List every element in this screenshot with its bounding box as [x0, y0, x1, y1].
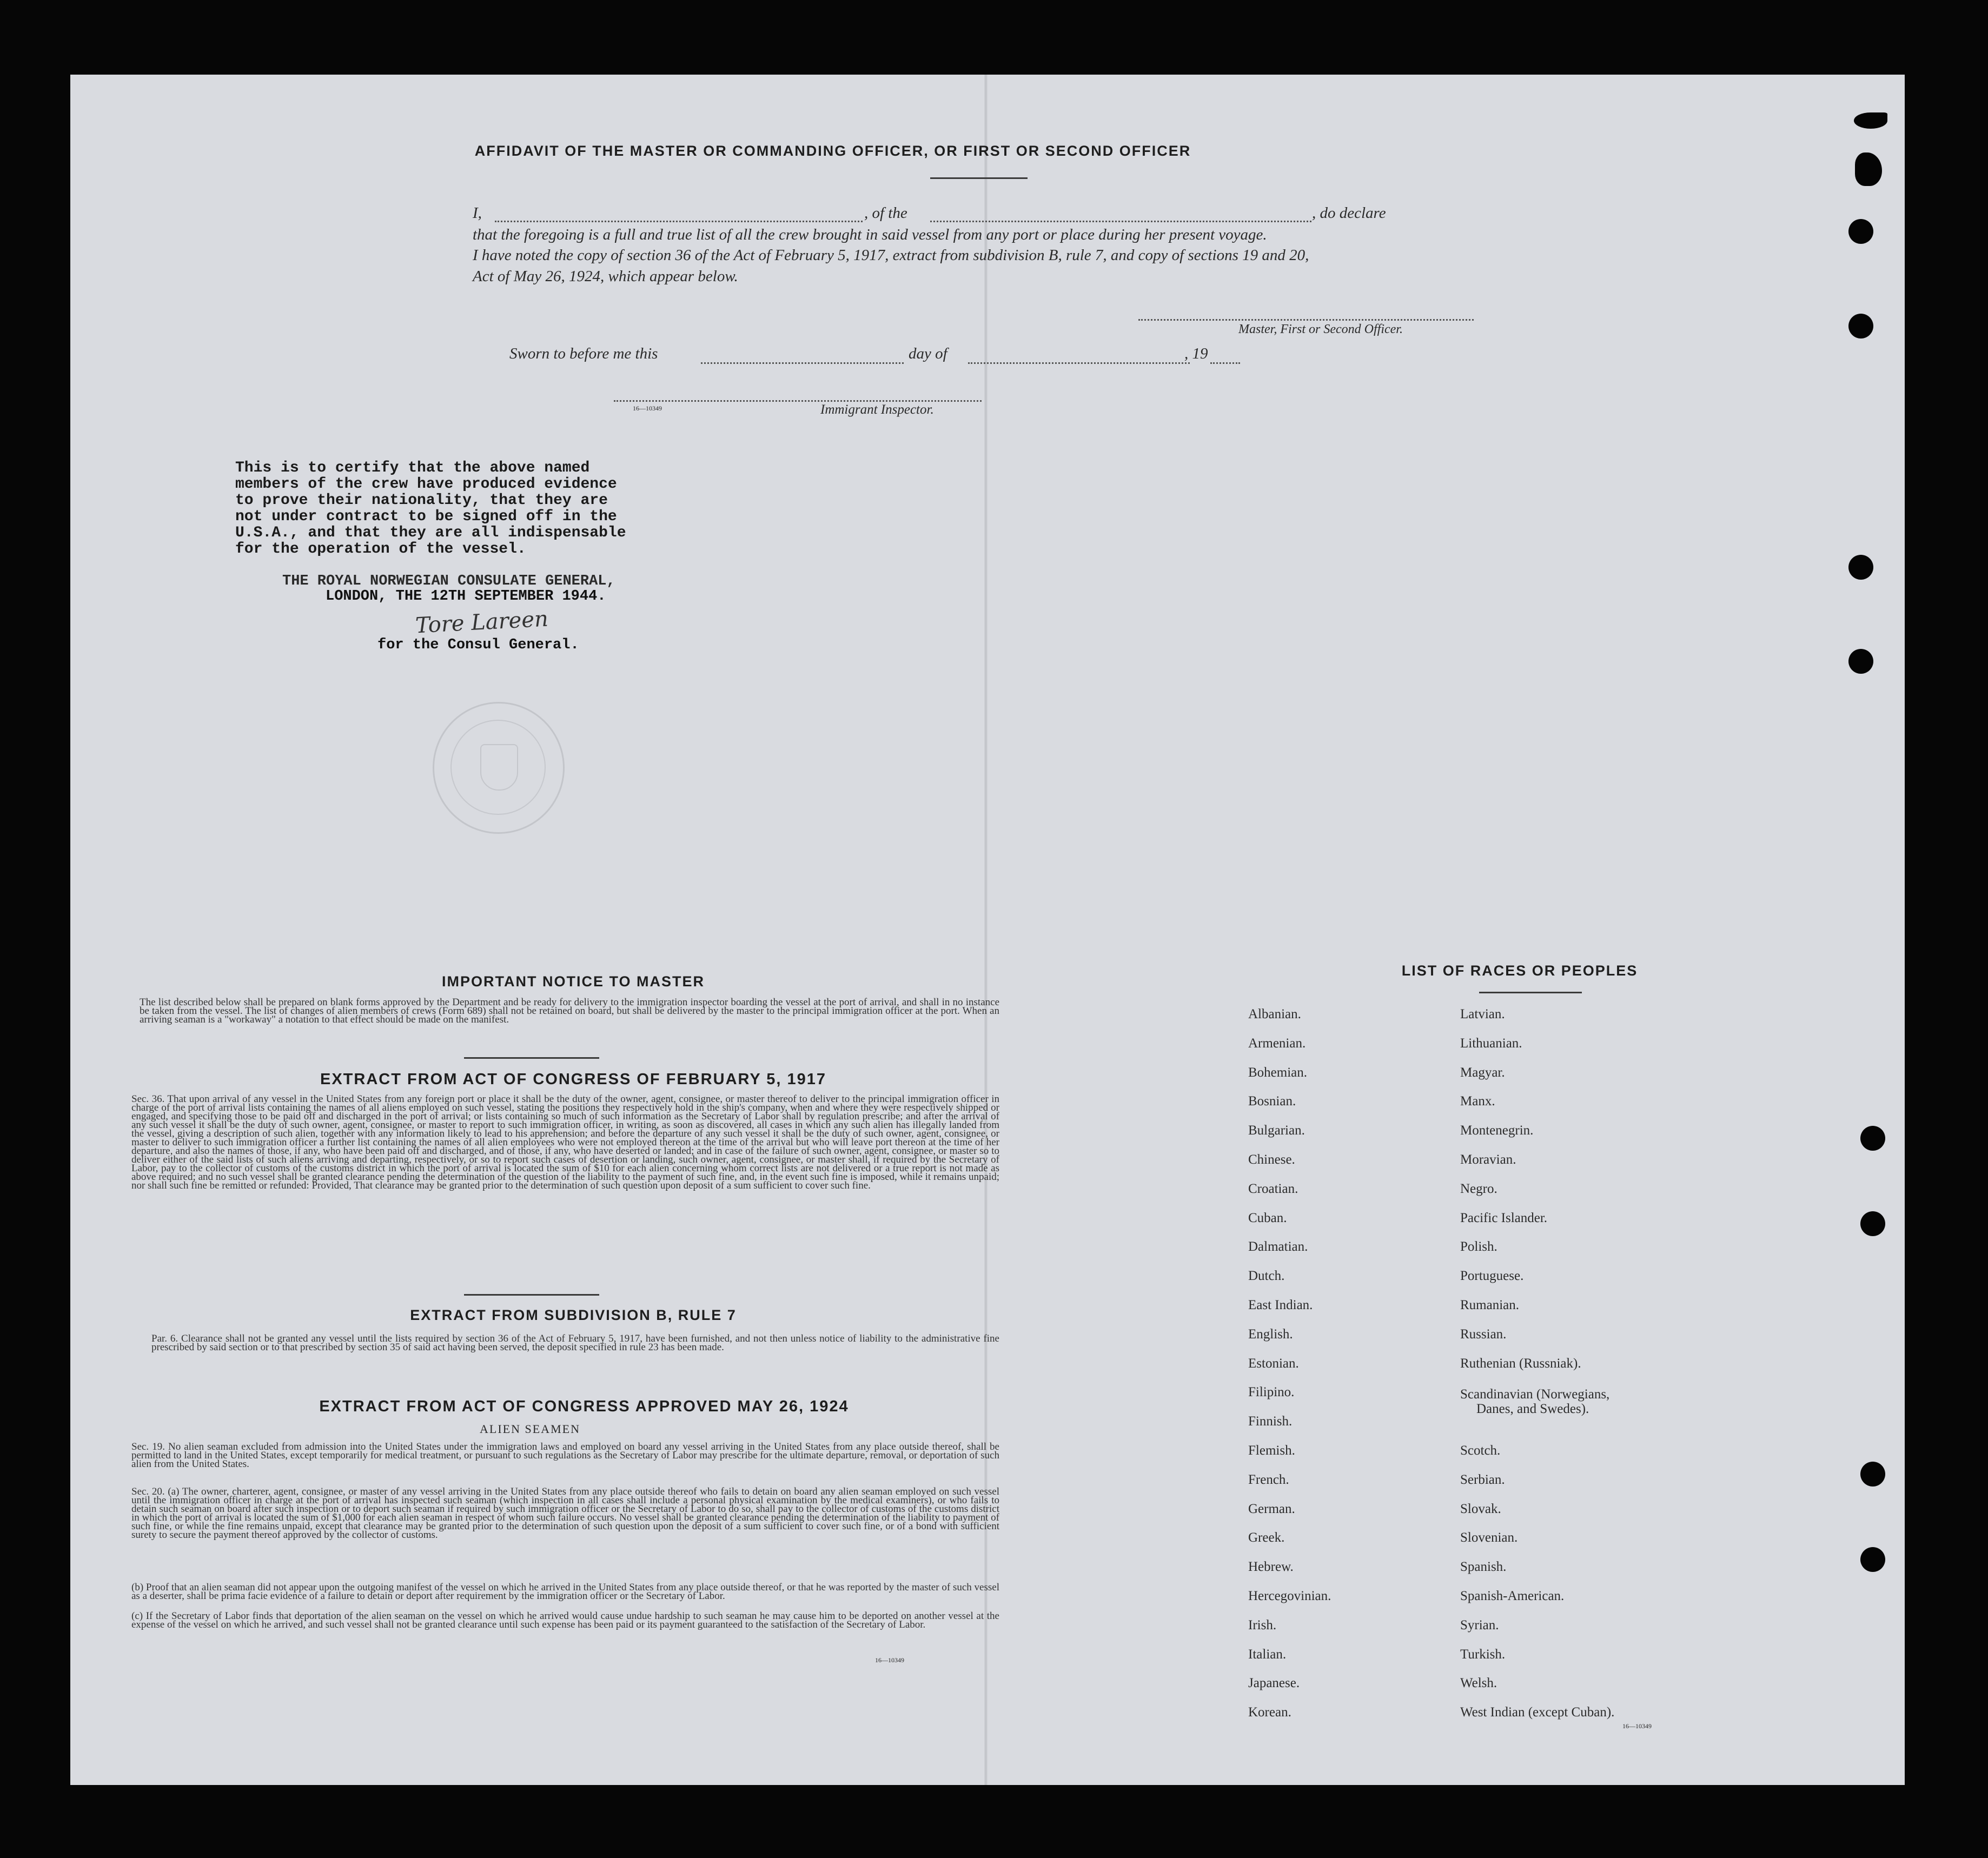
consulate-line-2: LONDON, THE 12TH SEPTEMBER 1944.	[326, 588, 606, 605]
race-item: Estonian.	[1248, 1356, 1299, 1371]
affidavit-form-number: 16—10349	[633, 404, 662, 412]
affidavit-title: AFFIDAVIT OF THE MASTER OR COMMANDING OFFICER, OR FIRST OR SECOND OFFICER	[474, 143, 1191, 159]
race-item: Magyar.	[1460, 1065, 1505, 1080]
race-item: Spanish.	[1460, 1560, 1507, 1575]
race-item: Turkish.	[1460, 1647, 1506, 1662]
extract-1924-title: EXTRACT FROM ACT OF CONGRESS APPROVED MAY 26, 1924	[319, 1398, 849, 1415]
cert-line: to prove their nationality, that they are	[235, 492, 608, 509]
signed-for-text: for the Consul General.	[377, 637, 579, 653]
certification-block	[235, 460, 765, 558]
day-of-text: day of	[909, 345, 947, 362]
race-item: Hebrew.	[1248, 1560, 1294, 1575]
race-item: Dalmatian.	[1248, 1239, 1308, 1255]
race-item: Hercegovinian.	[1248, 1589, 1331, 1603]
punch-hole	[1860, 1462, 1885, 1487]
affidavit-line-3: I have noted the copy of section 36 of the Act of February 5, 1917, extract from subdivision B, rule 7, and copy of sections 19 and 20,	[473, 247, 1309, 264]
sec20b-text: (b) Proof that an alien seaman did not appear upon the outgoing manifest of the vessel on which he arrived in the United States from any place outside thereof, or that he was reported by the master of such vessel as a deserter, shall be prima facie evidence of a failure to detain or deport after requirement by the immigration officer or the Secretary of Labor.	[131, 1582, 999, 1602]
race-item: Serbian.	[1460, 1472, 1505, 1487]
race-item: Bulgarian.	[1248, 1123, 1305, 1138]
cert-line: for the operation of the vessel.	[235, 541, 526, 558]
sworn-month-blank	[968, 362, 1190, 364]
extract-form-number: 16—10349	[875, 1656, 904, 1664]
race-item: Latvian.	[1460, 1007, 1505, 1021]
title-rule	[930, 177, 1028, 179]
race-item: Danes, and Swedes).	[1476, 1402, 1589, 1417]
affidavit-i: I,	[473, 204, 482, 222]
race-item: Ruthenian (Russniak).	[1460, 1356, 1581, 1371]
sec20c-text: (c) If the Secretary of Labor finds that deportation of the alien seaman on the vessel on which he arrived would cause undue hardship to such seaman he may cause him to be deported on another vessel at the expense of the vessel on which he arrived, and such vessel shall not be granted clearance until such expense has been paid or its payment guaranteed to the satisfaction of the Secretary of Labor.	[131, 1610, 999, 1630]
race-item: Scandinavian (Norwegians,	[1460, 1387, 1610, 1402]
extract-1917-body: Sec. 36. That upon arrival of any vessel in the United States from any foreign port or place it shall be the duty of the owner, agent, consignee, or master thereof to deliver to the principal immigration officer in charge of the port of arrival lists containing the names of all aliens employed on such vessel, stating the positions they respectively hold in the ship's company, when and where they were respectively shipped or engaged, and specifying those to be paid off and discharged in the port of arrival; or lists containing so much of such information as the Secretary of Labor shall by regulation prescribe; and after the arrival of any such vessel it shall be the duty of such owner, agent, consignee, or master to report to such immigration officer, in writing, as soon as discovered, all cases in which any such alien has illegally landed from the vessel, giving a description of such alien, together with any information likely to lead to his apprehension; and before the departure of any such vessel it shall be the duty of such owner, agent, consignee, or master to deliver to such immigration officer a further list containing the names of all alien employees who were not employed thereon at the time of the arrival but who will leave port thereon at the time of her departure, and also the names of those, if any, who have been paid off and discharged, and of those, if any, who have deserted or landed; and in case of the failure of such owner, agent, consignee, or master so to deliver either of the said lists of such aliens arriving and departing, respectively, or so to report such cases of desertion or landing, such owner, agent, consignee, or master shall, if required by the Secretary of Labor, pay to the collector of customs of the customs district in which the port of arrival is located the sum of $10 for each alien concerning whom correct lists are not delivered or a true report is not made as above required; and no such vessel shall be granted clearance pending the determination of the question of the liability to the payment of such fine, and, in the event such fine is imposed, while it remains unpaid; nor shall such fine be remitted or refunded: Provided, That clearance may be granted prior to the determination of such question upon deposit of a sum sufficient to cover such fine.	[131, 1093, 999, 1191]
race-item: Rumanian.	[1460, 1298, 1520, 1312]
punch-hole	[1860, 1211, 1885, 1236]
race-item: Dutch.	[1248, 1269, 1285, 1284]
rule7-body: Par. 6. Clearance shall not be granted any vessel until the lists required by section 36 of the Act of February 5, 1917, have been furnished, and not then unless notice of liability to the administrative fine prescribed by said section or to that prescribed by section 35 of said act having been served, the deposit specified in rule 23 has been made.	[151, 1333, 999, 1353]
race-item: Montenegrin.	[1460, 1123, 1534, 1138]
rule7-title: EXTRACT FROM SUBDIVISION B, RULE 7	[410, 1307, 737, 1323]
seal-crest	[480, 744, 518, 791]
race-item: Croatian.	[1248, 1181, 1298, 1196]
sec19-text: Sec. 19. No alien seaman excluded from admission into the United States under the immigration laws and employed on board any vessel arriving in the United States from any place outside thereof, shall be permitted to land in the United States, except temporarily for medical treatment, or pursuant to such regulations as the Secretary of Labor may prescribe for the ultimate departure, removal, or deportation of such alien from the United States.	[131, 1441, 999, 1470]
races-form-number: 16—10349	[1622, 1722, 1652, 1730]
race-item: French.	[1248, 1472, 1289, 1487]
race-item: Manx.	[1460, 1094, 1495, 1109]
notice-title: IMPORTANT NOTICE TO MASTER	[442, 973, 705, 990]
races-title: LIST OF RACES OR PEOPLES	[1401, 963, 1638, 979]
notice-body: The list described below shall be prepared on blank forms approved by the Department and be ready for delivery to the immigration inspector boarding the vessel at the port of arrival, and shall in no instance be taken from the vessel. The list of changes of alien members of crews (Form 689) shall not be retained on board, but shall be delivered by the master to the principal immigration officer at the port. When an arriving seaman is a "workaway" a notation to that effect should be made on the manifest.	[140, 997, 999, 1025]
cert-line: not under contract to be signed off in the	[235, 508, 617, 525]
punch-hole	[1848, 649, 1873, 674]
consulate-seal	[433, 702, 565, 834]
punch-hole	[1860, 1547, 1885, 1572]
race-item: Slovak.	[1460, 1501, 1501, 1516]
cert-line: U.S.A., and that they are all indispensable	[235, 525, 626, 541]
vessel-blank	[930, 221, 1311, 222]
race-item: Negro.	[1460, 1181, 1497, 1196]
race-item: Scotch.	[1460, 1443, 1501, 1458]
race-item: Filipino.	[1248, 1385, 1295, 1400]
punch-hole	[1848, 314, 1873, 339]
affidavit-line-4: Act of May 26, 1924, which appear below.	[473, 268, 738, 285]
race-item: Cuban.	[1248, 1210, 1287, 1225]
affidavit-of-the: , of the	[864, 204, 907, 222]
extract-1917-title: EXTRACT FROM ACT OF CONGRESS OF FEBRUARY 5, 1917	[320, 1071, 827, 1088]
race-item: Bosnian.	[1248, 1094, 1296, 1109]
punch-hole	[1848, 555, 1873, 580]
inspector-signature-line	[614, 400, 982, 402]
race-item: Chinese.	[1248, 1152, 1295, 1167]
inspector-caption: Immigrant Inspector.	[820, 402, 934, 417]
race-item: Lithuanian.	[1460, 1036, 1522, 1051]
race-item: Italian.	[1248, 1647, 1287, 1662]
master-signature-line	[1138, 319, 1474, 321]
race-item: Slovenian.	[1460, 1530, 1518, 1545]
sworn-year-blank	[1210, 362, 1240, 364]
race-item: Korean.	[1248, 1705, 1291, 1720]
name-blank	[495, 221, 863, 222]
sec20a-text: Sec. 20. (a) The owner, charterer, agent, consignee, or master of any vessel arriving in the United States from any place outside thereof who fails to detain on board any alien seaman employed on such vessel until the immigration officer in charge at the port of arrival has inspected such seaman (which inspection in all cases shall include a personal physical examination by the medical examiners), or who fails to detain such seaman on board after such inspection or to deport such seaman if required by such immigration officer or the Secretary of Labor to do so, shall pay to the collector of customs of the customs district in which the port of arrival is located the sum of $1,000 for each alien seaman in respect of whom such failure occurs. No vessel shall be granted clearance pending the determination of the liability to payment of such fine, or while the fine remains unpaid, except that clearance may be granted prior to the determination of such question upon the deposit of a sum sufficient to cover such fine, or of a bond with sufficient surety to secure the payment thereof approved by the collector of customs.	[131, 1486, 999, 1541]
punch-hole	[1848, 219, 1873, 244]
consulate-line-1: THE ROYAL NORWEGIAN CONSULATE GENERAL,	[282, 573, 615, 589]
cert-line: This is to certify that the above named	[235, 460, 590, 476]
race-item: Japanese.	[1248, 1676, 1300, 1691]
punch-hole	[1860, 1126, 1885, 1151]
race-item: Bohemian.	[1248, 1065, 1308, 1080]
race-item: Welsh.	[1460, 1676, 1497, 1691]
extract-1924-subtitle: ALIEN SEAMEN	[480, 1422, 580, 1436]
year-prefix: , 19	[1184, 345, 1208, 362]
race-item: Polish.	[1460, 1239, 1497, 1255]
race-item: Spanish-American.	[1460, 1589, 1565, 1603]
races-rule	[1479, 992, 1582, 993]
race-item: Portuguese.	[1460, 1269, 1524, 1284]
affidavit-line-2: that the foregoing is a full and true list of all the crew brought in said vessel from any port or place during her present voyage.	[473, 226, 1267, 243]
extract-1917-rule	[464, 1294, 599, 1296]
race-item: Albanian.	[1248, 1007, 1301, 1021]
race-item: Armenian.	[1248, 1036, 1306, 1051]
race-item: Moravian.	[1460, 1152, 1516, 1167]
cert-line: members of the crew have produced evidence	[235, 476, 617, 493]
notice-rule	[464, 1057, 599, 1059]
consul-signature: Tore Lareen	[414, 606, 549, 639]
race-item: Finnish.	[1248, 1414, 1293, 1429]
master-caption: Master, First or Second Officer.	[1238, 322, 1403, 336]
race-item: Flemish.	[1248, 1443, 1295, 1458]
race-item: West Indian (except Cuban).	[1460, 1705, 1615, 1720]
race-item: Pacific Islander.	[1460, 1210, 1548, 1225]
race-item: English.	[1248, 1326, 1293, 1342]
sworn-day-blank	[701, 362, 904, 364]
race-item: German.	[1248, 1501, 1295, 1516]
race-item: Greek.	[1248, 1530, 1285, 1545]
sworn-text: Sworn to before me this	[509, 345, 658, 362]
race-item: East Indian.	[1248, 1298, 1313, 1312]
form-sheet	[70, 75, 1905, 1785]
race-item: Irish.	[1248, 1617, 1277, 1633]
torn-corner-mark	[1854, 112, 1887, 129]
affidavit-do-declare: , do declare	[1312, 204, 1386, 222]
race-item: Russian.	[1460, 1326, 1507, 1342]
race-item: Syrian.	[1460, 1617, 1499, 1633]
